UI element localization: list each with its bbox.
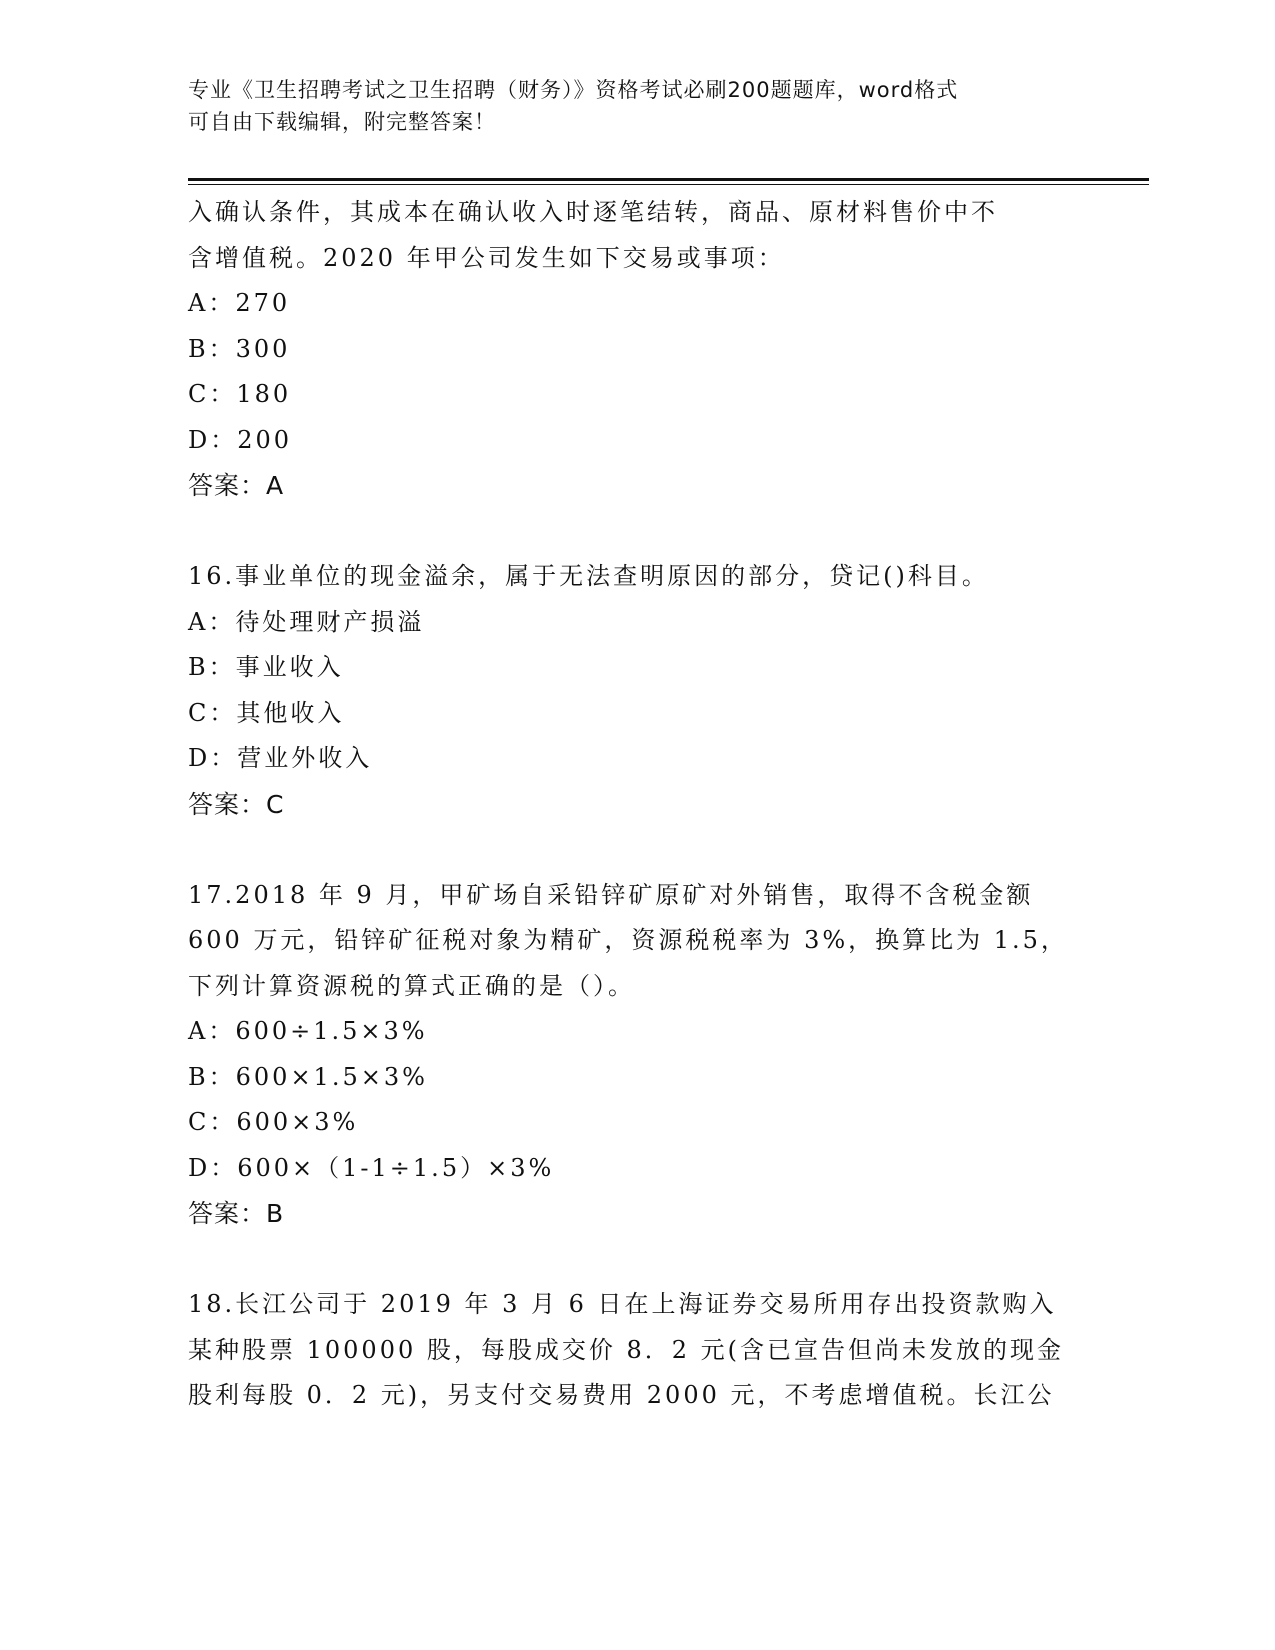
question-block (188, 554, 1088, 827)
option-b: B：300 (188, 334, 291, 363)
option-a: A：270 (188, 289, 291, 317)
question-stem-line: 下列计算资源税的算式正确的是（）。 (188, 971, 635, 1000)
option-c: C：其他收入 (188, 698, 345, 727)
spacer (188, 1237, 1088, 1283)
answer-line: 答案：B (188, 1199, 285, 1228)
question-block (188, 190, 1088, 509)
question-stem-line: 600 万元，铅锌矿征税对象为精矿，资源税税率为 3%，换算比为 1.5， (188, 926, 1068, 954)
option-d: D：600×（1-1÷1.5）×3% (188, 1153, 555, 1182)
question-stem-line: 18.长江公司于 2019 年 3 月 6 日在上海证券交易所用存出投资款购入 (188, 1290, 1057, 1318)
question-stem-line: 某种股票 100000 股，每股成交价 8．2 元(含已宣告但尚未发放的现金 (188, 1335, 1065, 1364)
answer-line: 答案：C (188, 789, 285, 819)
question-block (188, 1282, 1088, 1419)
option-a: A：600÷1.5×3% (188, 1017, 428, 1045)
document-header: 专业《卫生招聘考试之卫生招聘（财务）》资格考试必刷200题题库，word格式 可自由下载编辑，附完整答案！ (188, 78, 959, 134)
header-divider-thick (188, 178, 1149, 181)
document-body (188, 190, 1088, 1419)
option-b: B：600×1.5×3% (188, 1062, 428, 1091)
question-stem-line: 股利每股 0．2 元)，另支付交易费用 2000 元，不考虑增值税。长江公 (188, 1381, 1055, 1409)
question-stem-line: 入确认条件，其成本在确认收入时逐笔结转，商品、原材料售价中不 (188, 198, 998, 226)
option-d: D：营业外收入 (188, 744, 373, 772)
option-c: C：600×3% (188, 1108, 359, 1136)
spacer (188, 827, 1088, 873)
answer-line: 答案：A (188, 471, 285, 500)
question-stem-line: 17.2018 年 9 月，甲矿场自采铅锌矿原矿对外销售，取得不含税金额 (188, 880, 1034, 909)
question-block (188, 873, 1088, 1237)
option-a: A：待处理财产损溢 (188, 607, 425, 636)
option-c: C：180 (188, 380, 292, 408)
question-stem-line: 16.事业单位的现金溢余，属于无法查明原因的部分，贷记()科目。 (188, 562, 989, 590)
option-d: D：200 (188, 425, 293, 454)
question-stem-line: 含增值税。2020 年甲公司发生如下交易或事项： (188, 243, 785, 272)
option-b: B：事业收入 (188, 653, 344, 681)
header-divider-thin (188, 184, 1149, 185)
spacer (188, 509, 1088, 555)
